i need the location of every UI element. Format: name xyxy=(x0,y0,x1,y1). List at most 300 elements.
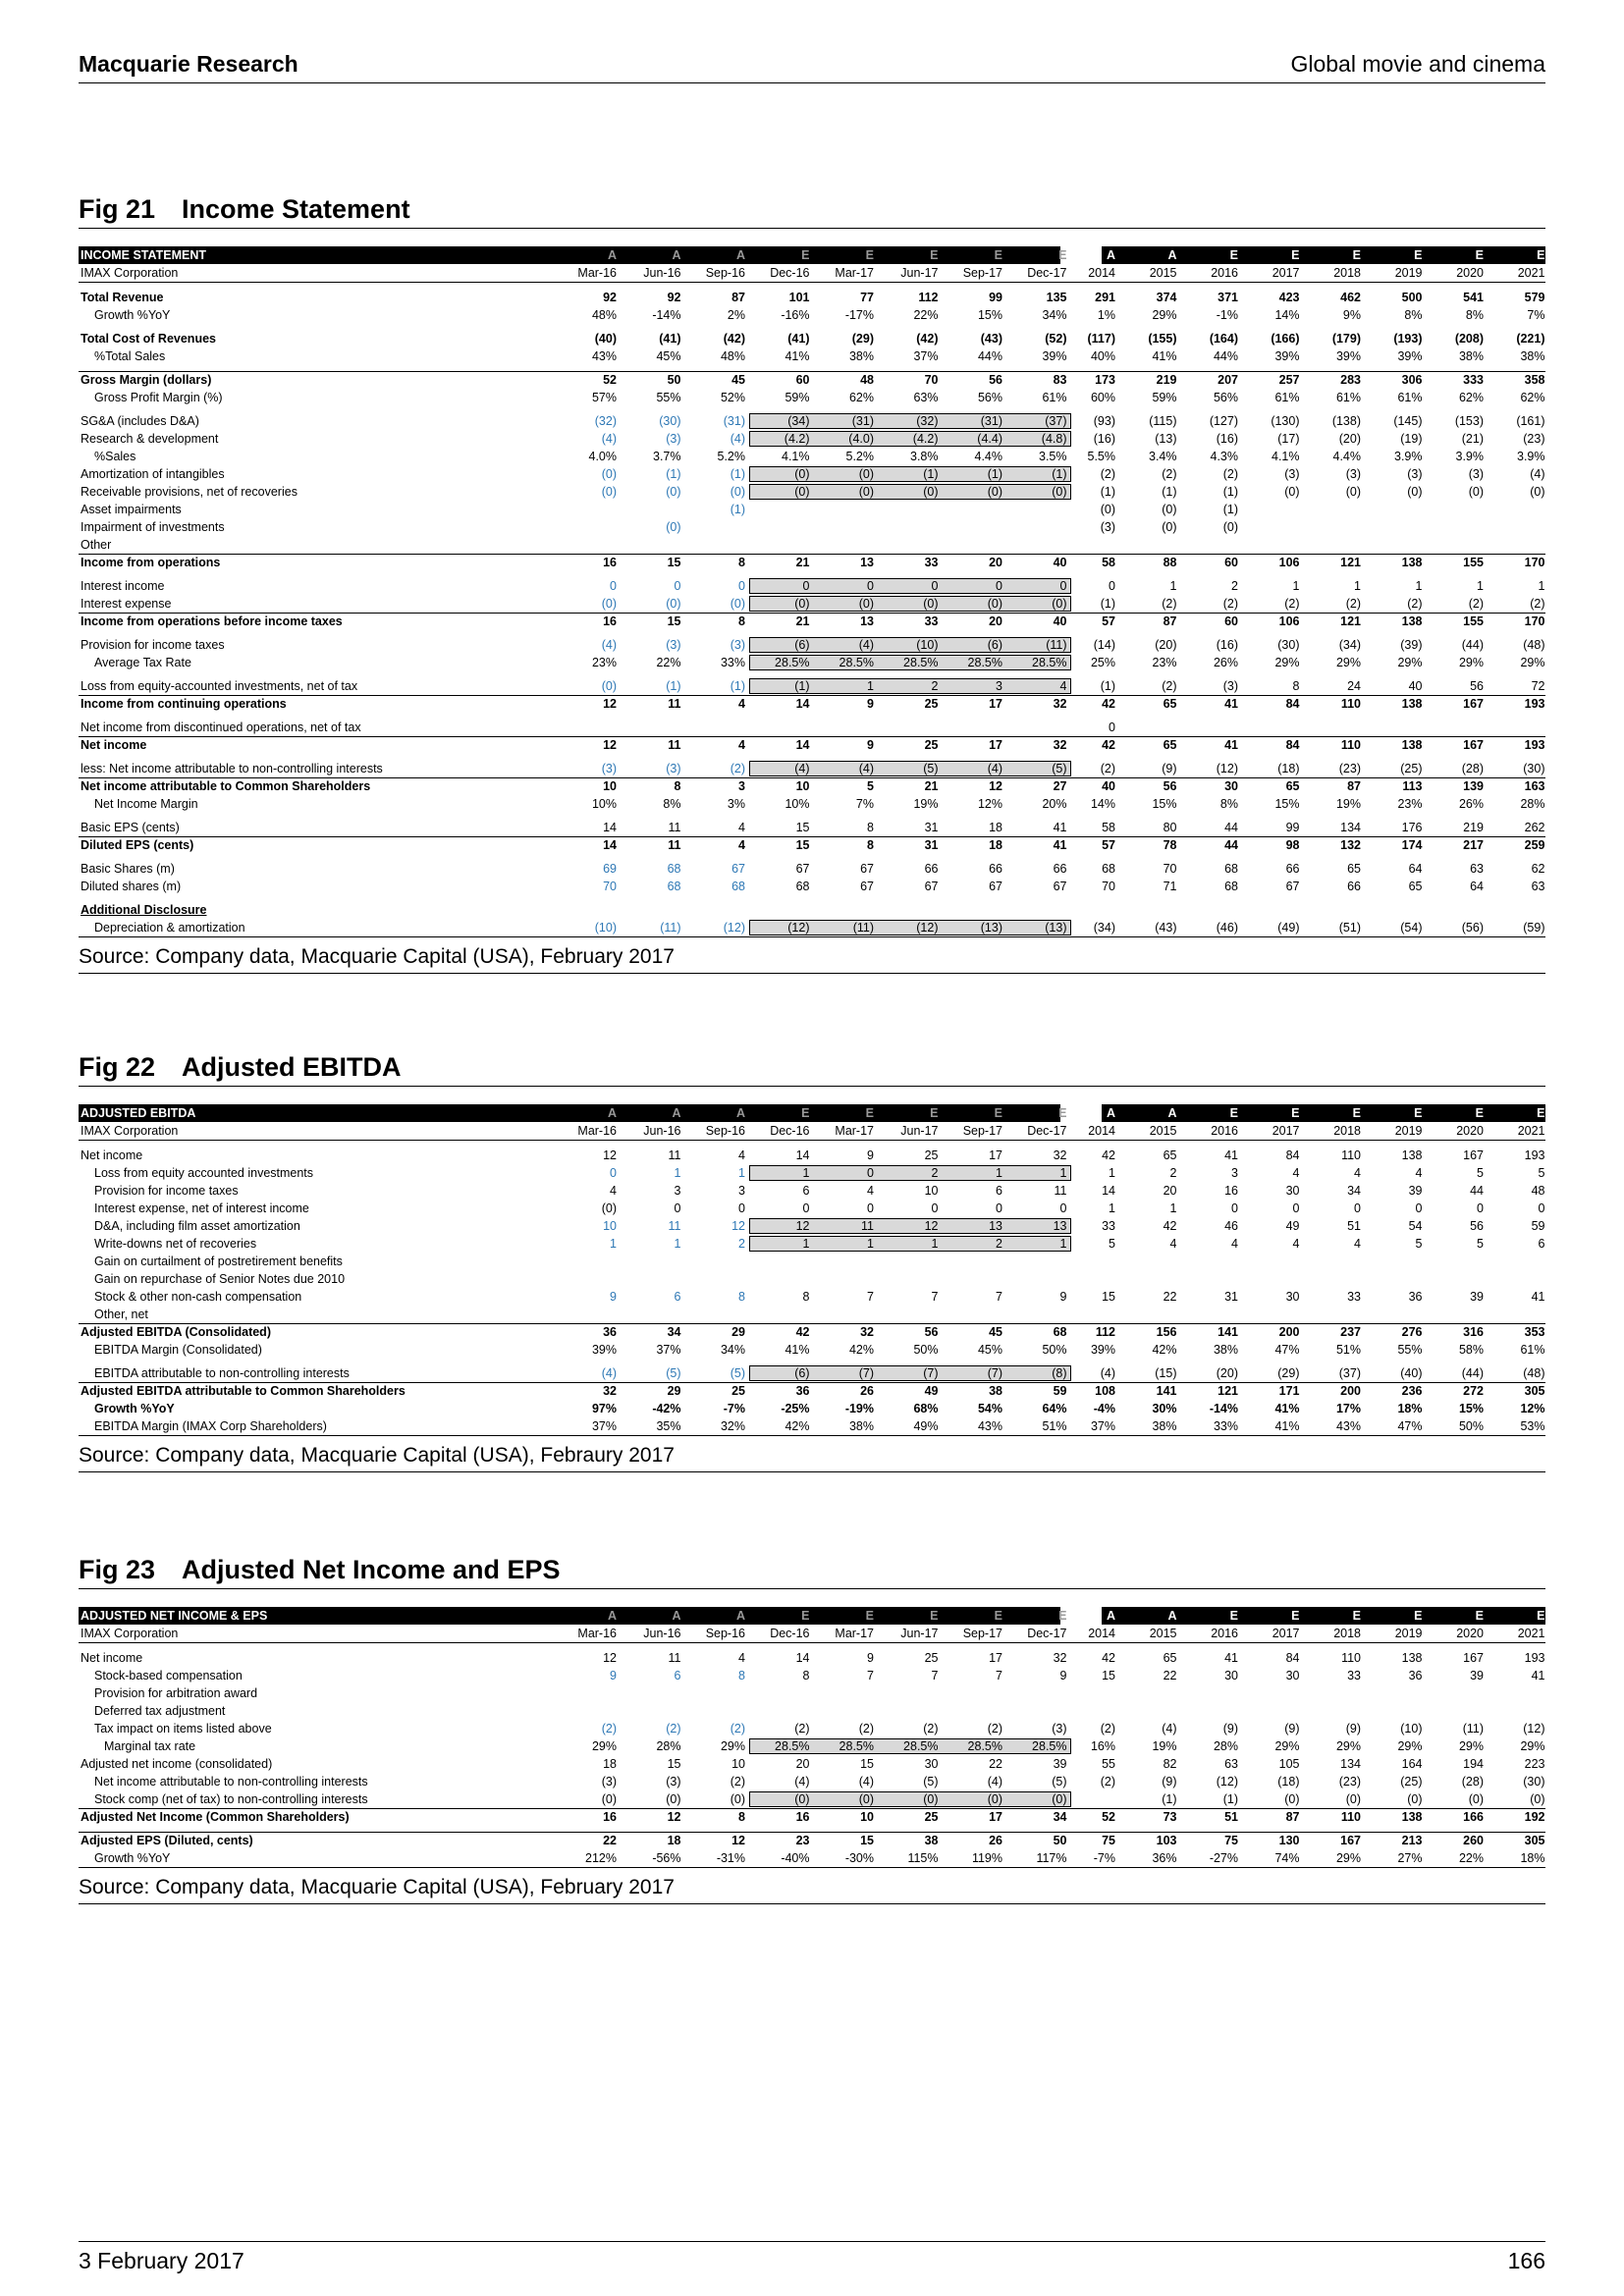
table-cell: 1 xyxy=(1109,1201,1115,1215)
adjusted-net-income-table xyxy=(79,1607,1545,1868)
table-cell: 11 xyxy=(668,697,681,711)
figure-income-statement xyxy=(79,194,1545,974)
table-cell: (28) xyxy=(1461,1775,1484,1789)
table-row xyxy=(79,1270,1545,1288)
table-cell: 106 xyxy=(1278,556,1300,569)
table-cell: (0) xyxy=(1052,1792,1067,1806)
table-cell: 29% xyxy=(1152,308,1177,322)
table-cell: E xyxy=(1475,1106,1484,1120)
table-cell: -1% xyxy=(1216,308,1238,322)
table-cell: (11) xyxy=(852,921,874,934)
figure-number: Fig 23 xyxy=(79,1555,156,1584)
table-cell: 18 xyxy=(667,1834,681,1847)
table-cell: 15% xyxy=(1458,1402,1484,1415)
table-cell: 32% xyxy=(720,1419,745,1433)
table-cell: 3.7% xyxy=(653,450,681,463)
table-cell: 14% xyxy=(1274,308,1300,322)
table-cell: 219 xyxy=(1156,373,1177,387)
table-cell: 49 xyxy=(1285,1219,1300,1233)
table-cell: 57% xyxy=(591,391,617,404)
table-cell: 8 xyxy=(674,779,681,793)
table-cell: (0) xyxy=(1468,485,1484,499)
table-cell: (0) xyxy=(601,1201,617,1215)
table-cell: Jun-17 xyxy=(900,1124,939,1138)
table-cell: 15 xyxy=(667,1757,681,1771)
table-cell: 41 xyxy=(1531,1290,1545,1304)
table-cell: 25 xyxy=(731,1384,745,1398)
table-cell: Mar-16 xyxy=(577,1124,617,1138)
table-cell: 358 xyxy=(1524,373,1545,387)
table-cell: (37) xyxy=(1338,1366,1361,1380)
company-name: IMAX Corporation xyxy=(81,266,179,280)
table-cell: 4 xyxy=(1169,1237,1177,1251)
table-cell: 200 xyxy=(1278,1325,1300,1339)
table-cell: 57 xyxy=(1102,838,1115,852)
table-cell: 9 xyxy=(867,697,874,711)
table-cell: 15% xyxy=(1274,797,1300,811)
table-cell: (0) xyxy=(666,597,681,611)
table-cell: 20 xyxy=(989,614,1002,628)
table-cell: 14 xyxy=(603,821,617,834)
table-cell: 19% xyxy=(1152,1739,1177,1753)
table-cell: 22 xyxy=(1163,1290,1177,1304)
table-cell: (1) xyxy=(730,503,745,516)
table-cell: 194 xyxy=(1463,1757,1484,1771)
table-cell: 237 xyxy=(1340,1325,1361,1339)
table-cell: 1 xyxy=(674,1166,681,1180)
table-cell: (13) xyxy=(980,921,1002,934)
table-cell: 117% xyxy=(1036,1851,1067,1865)
table-cell: 33 xyxy=(924,556,939,569)
table-cell: 2017 xyxy=(1272,1627,1300,1640)
row-label: Income from operations before income taxes xyxy=(81,614,343,628)
table-cell: (34) xyxy=(1338,638,1361,652)
table-cell: 45% xyxy=(656,349,681,363)
table-cell: 78 xyxy=(1163,838,1177,852)
table-cell: 101 xyxy=(788,291,810,304)
table-cell: 43% xyxy=(591,349,617,363)
table-cell: 0 xyxy=(1231,1201,1238,1215)
table-cell: 3 xyxy=(738,779,745,793)
table-cell: 59% xyxy=(785,391,810,404)
figure-heading: Adjusted Net Income and EPS xyxy=(182,1555,561,1584)
table-cell: Dec-17 xyxy=(1027,266,1067,280)
row-label: Gross Profit Margin (%) xyxy=(94,391,223,404)
table-cell: (16) xyxy=(1216,638,1238,652)
table-cell: 58 xyxy=(1102,821,1115,834)
table-cell: 4 xyxy=(1415,1166,1423,1180)
table-cell: 72 xyxy=(1531,679,1545,693)
table-cell: 15 xyxy=(795,838,810,852)
table-cell: 167 xyxy=(1463,697,1484,711)
table-cell: (117) xyxy=(1087,332,1115,346)
row-label: Loss from equity accounted investments xyxy=(94,1166,314,1180)
row-label: Amortization of intangibles xyxy=(81,467,225,481)
table-cell: 9 xyxy=(1059,1669,1067,1682)
table-cell: 132 xyxy=(1340,838,1361,852)
table-cell: 11 xyxy=(668,738,681,752)
table-cell: 55 xyxy=(1102,1757,1115,1771)
table-cell: 29 xyxy=(667,1384,681,1398)
table-cell: 176 xyxy=(1401,821,1423,834)
table-cell: (0) xyxy=(794,1792,810,1806)
table-cell: Mar-17 xyxy=(835,266,874,280)
table-cell: 15 xyxy=(860,1834,874,1847)
table-cell: 30 xyxy=(1285,1184,1300,1198)
table-cell: 32 xyxy=(603,1384,617,1398)
table-row xyxy=(79,330,1545,347)
table-cell: Jun-17 xyxy=(900,266,939,280)
table-cell: (0) xyxy=(601,485,617,499)
table-cell: (20) xyxy=(1155,638,1177,652)
table-cell: (5) xyxy=(923,762,939,775)
table-cell: 28.5% xyxy=(1032,656,1067,669)
table-cell: 51% xyxy=(1042,1419,1067,1433)
row-label: Growth %YoY xyxy=(94,1851,171,1865)
table-cell: (0) xyxy=(730,485,745,499)
table-cell: (11) xyxy=(1462,1722,1484,1735)
table-cell: (1) xyxy=(1222,1792,1238,1806)
table-cell: (48) xyxy=(1523,638,1545,652)
figure-source: Source: Company data, Macquarie Capital (USA), February 2017 xyxy=(79,1872,1545,1904)
table-cell: 5.2% xyxy=(717,450,745,463)
table-cell: 39 xyxy=(1408,1184,1423,1198)
table-cell: 44% xyxy=(1213,349,1238,363)
table-cell: (2) xyxy=(1162,679,1177,693)
table-cell: 56 xyxy=(1163,779,1177,793)
table-cell: 11 xyxy=(668,1219,681,1233)
table-cell: 2015 xyxy=(1149,1124,1177,1138)
table-cell: 59 xyxy=(1053,1384,1067,1398)
table-cell: 3.9% xyxy=(1455,450,1484,463)
table-cell: 38% xyxy=(1213,1343,1238,1357)
table-header-row xyxy=(79,1607,1545,1625)
table-cell: -4% xyxy=(1093,1402,1115,1415)
table-cell: 33 xyxy=(1102,1219,1115,1233)
table-cell: E xyxy=(1229,248,1238,262)
table-cell: (52) xyxy=(1045,332,1067,346)
table-cell: 74% xyxy=(1274,1851,1300,1865)
row-label: Impairment of investments xyxy=(81,520,225,534)
row-label: Other xyxy=(81,538,112,552)
table-cell: (43) xyxy=(1155,921,1177,934)
table-row xyxy=(79,1755,1545,1773)
table-cell: A xyxy=(1106,1609,1115,1623)
table-cell: (56) xyxy=(1461,921,1484,934)
table-cell: (54) xyxy=(1400,921,1423,934)
table-cell: 1 xyxy=(1477,579,1484,593)
table-cell: Dec-17 xyxy=(1027,1627,1067,1640)
table-cell: (28) xyxy=(1461,762,1484,775)
table-cell: 2 xyxy=(931,1166,939,1180)
table-cell: 42% xyxy=(1152,1343,1177,1357)
table-cell: 30 xyxy=(1285,1669,1300,1682)
table-cell: 61% xyxy=(1274,391,1300,404)
table-cell: (2) xyxy=(601,1722,617,1735)
table-cell: (0) xyxy=(601,679,617,693)
table-cell: (0) xyxy=(730,1792,745,1806)
table-cell: 28% xyxy=(1520,797,1545,811)
table-cell: (11) xyxy=(1046,638,1067,652)
table-cell: (31) xyxy=(723,414,745,428)
table-cell: (13) xyxy=(1155,432,1177,446)
table-cell: Sep-16 xyxy=(705,1124,745,1138)
table-row xyxy=(79,654,1545,671)
table-cell: (4) xyxy=(601,638,617,652)
table-cell: 48% xyxy=(720,349,745,363)
table-cell: 53% xyxy=(1520,1419,1545,1433)
table-cell: (17) xyxy=(1277,432,1300,446)
table-cell: (2) xyxy=(1530,597,1545,611)
table-cell: (2) xyxy=(1284,597,1300,611)
table-cell: 4 xyxy=(738,1651,745,1665)
table-cell: (6) xyxy=(794,638,810,652)
row-label: Research & development xyxy=(81,432,219,446)
table-cell: (43) xyxy=(980,332,1002,346)
table-cell: E xyxy=(1229,1106,1238,1120)
table-cell: (4) xyxy=(1100,1366,1115,1380)
table-cell: (30) xyxy=(1523,762,1545,775)
table-row xyxy=(79,677,1545,695)
table-cell: 1 xyxy=(1059,1237,1067,1251)
table-row xyxy=(79,536,1545,554)
table-cell: (0) xyxy=(987,597,1002,611)
table-cell: 2018 xyxy=(1333,1124,1361,1138)
table-cell: 2% xyxy=(727,308,745,322)
table-cell: (42) xyxy=(723,332,745,346)
table-cell: (1) xyxy=(730,679,745,693)
table-row xyxy=(79,719,1545,736)
table-cell: (0) xyxy=(666,1792,681,1806)
table-cell: 25 xyxy=(924,1148,939,1162)
table-cell: (2) xyxy=(923,1722,939,1735)
table-cell: A xyxy=(607,1106,617,1120)
table-cell: 0 xyxy=(1059,1201,1067,1215)
table-cell: 62 xyxy=(1531,862,1545,876)
table-cell: (44) xyxy=(1461,638,1484,652)
row-label: Diluted EPS (cents) xyxy=(81,838,194,852)
table-cell: 4 xyxy=(1354,1237,1361,1251)
table-cell: (0) xyxy=(1530,485,1545,499)
table-cell: 0 xyxy=(1538,1201,1545,1215)
table-cell: E xyxy=(801,1106,810,1120)
table-cell: 68 xyxy=(1224,862,1238,876)
table-cell: 28.5% xyxy=(903,1739,939,1753)
table-cell: 0 xyxy=(610,579,617,593)
table-cell: 166 xyxy=(1463,1810,1484,1824)
table-cell: 45 xyxy=(731,373,745,387)
table-cell: (1) xyxy=(1222,503,1238,516)
table-cell: (18) xyxy=(1277,762,1300,775)
table-cell: 60 xyxy=(795,373,810,387)
table-cell: 4 xyxy=(738,1148,745,1162)
table-cell: 6 xyxy=(802,1184,810,1198)
table-cell: 59% xyxy=(1152,391,1177,404)
table-cell: 29% xyxy=(1397,656,1423,669)
table-cell: 84 xyxy=(1285,697,1300,711)
table-cell: 155 xyxy=(1463,614,1484,628)
table-cell: 11 xyxy=(1054,1184,1067,1198)
table-cell: 28.5% xyxy=(839,1739,874,1753)
table-row xyxy=(79,1306,1545,1323)
table-cell: (161) xyxy=(1516,414,1545,428)
table-cell: 68 xyxy=(1102,862,1115,876)
figure-source: Source: Company data, Macquarie Capital (USA), Febraury 2017 xyxy=(79,1440,1545,1472)
table-cell: E xyxy=(930,1106,939,1120)
table-cell: 0 xyxy=(867,1201,874,1215)
table-cell: 167 xyxy=(1463,1148,1484,1162)
table-row xyxy=(79,306,1545,324)
table-cell: 67 xyxy=(731,862,745,876)
table-cell: 39% xyxy=(591,1343,617,1357)
table-cell: 121 xyxy=(1340,614,1361,628)
page-footer xyxy=(79,2241,1545,2275)
table-cell: 65 xyxy=(1163,1148,1177,1162)
table-cell: 25 xyxy=(924,738,939,752)
row-label: EBITDA attributable to non-controlling interests xyxy=(94,1366,350,1380)
table-cell: 113 xyxy=(1402,779,1423,793)
table-cell: E xyxy=(1414,248,1423,262)
table-cell: 0 xyxy=(867,1166,874,1180)
table-cell: (1) xyxy=(1162,1792,1177,1806)
table-cell: 46 xyxy=(1224,1219,1238,1233)
table-cell: (9) xyxy=(1284,1722,1300,1735)
table-cell: E xyxy=(1537,248,1545,262)
table-cell: 39% xyxy=(1397,349,1423,363)
table-cell: (0) xyxy=(1345,485,1361,499)
table-cell: 26% xyxy=(1458,797,1484,811)
table-cell: 4 xyxy=(738,738,745,752)
table-cell: 12 xyxy=(989,779,1002,793)
table-title: ADJUSTED NET INCOME & EPS xyxy=(81,1609,268,1623)
table-cell: 1 xyxy=(996,1166,1002,1180)
table-cell: 167 xyxy=(1463,738,1484,752)
table-cell: (0) xyxy=(923,597,939,611)
row-label: Diluted shares (m) xyxy=(81,880,182,893)
table-cell: Jun-16 xyxy=(643,1627,681,1640)
table-cell: (1) xyxy=(987,467,1002,481)
table-cell: -14% xyxy=(652,308,681,322)
table-cell: 38% xyxy=(1152,1419,1177,1433)
table-cell: 61% xyxy=(1397,391,1423,404)
table-cell: E xyxy=(994,1106,1002,1120)
table-cell: 13 xyxy=(860,614,874,628)
table-cell: 2014 xyxy=(1088,1124,1115,1138)
table-cell: (1) xyxy=(923,467,939,481)
table-cell: (3) xyxy=(730,638,745,652)
table-cell: 1% xyxy=(1097,308,1115,322)
table-row xyxy=(79,1382,1545,1400)
table-row xyxy=(79,613,1545,630)
row-label: Interest expense, net of interest income xyxy=(94,1201,309,1215)
table-cell: (10) xyxy=(1400,1722,1423,1735)
table-cell: 276 xyxy=(1401,1325,1423,1339)
row-label: Asset impairments xyxy=(81,503,182,516)
table-cell: 138 xyxy=(1401,697,1423,711)
table-cell: 32 xyxy=(1053,697,1067,711)
table-row xyxy=(79,1288,1545,1306)
table-cell: A xyxy=(672,1609,681,1623)
table-cell: 65 xyxy=(1408,880,1423,893)
table-cell: 47% xyxy=(1397,1419,1423,1433)
table-cell: 34 xyxy=(1053,1810,1067,1824)
table-cell: 333 xyxy=(1463,373,1484,387)
table-cell: 75 xyxy=(1224,1834,1238,1847)
table-cell: (20) xyxy=(1338,432,1361,446)
table-cell: 2 xyxy=(1169,1166,1177,1180)
table-cell: 9 xyxy=(1059,1290,1067,1304)
table-cell: 58% xyxy=(1458,1343,1484,1357)
table-cell: Sep-17 xyxy=(962,1124,1002,1138)
table-cell: 39% xyxy=(1090,1343,1115,1357)
table-row xyxy=(79,595,1545,613)
table-cell: (34) xyxy=(1093,921,1115,934)
table-cell: 141 xyxy=(1156,1384,1177,1398)
table-cell: 37% xyxy=(1090,1419,1115,1433)
table-cell: 10% xyxy=(785,797,810,811)
table-cell: (12) xyxy=(1523,1722,1545,1735)
table-cell: 80 xyxy=(1163,821,1177,834)
table-cell: 29 xyxy=(731,1325,745,1339)
table-cell: (3) xyxy=(1284,467,1300,481)
table-cell: (12) xyxy=(787,921,810,934)
table-cell: 40 xyxy=(1102,779,1115,793)
table-cell: (3) xyxy=(1407,467,1423,481)
row-label: Additional Disclosure xyxy=(81,903,207,917)
table-cell: (130) xyxy=(1271,414,1300,428)
table-cell: (0) xyxy=(601,1792,617,1806)
table-cell: 37% xyxy=(656,1343,681,1357)
table-cell: 66 xyxy=(1347,880,1361,893)
table-cell: 0 xyxy=(738,1201,745,1215)
row-label: Adjusted EPS (Diluted, cents) xyxy=(81,1834,253,1847)
table-cell: 29% xyxy=(591,1739,617,1753)
table-cell: 2021 xyxy=(1517,266,1545,280)
figure-title xyxy=(79,1052,1545,1087)
table-title: ADJUSTED EBITDA xyxy=(81,1106,196,1120)
table-cell: 3 xyxy=(738,1184,745,1198)
table-cell: (0) xyxy=(1052,485,1067,499)
table-cell: E xyxy=(1291,1609,1300,1623)
table-cell: (0) xyxy=(730,597,745,611)
table-row xyxy=(79,389,1545,406)
table-cell: 40 xyxy=(1053,556,1067,569)
table-cell: 40 xyxy=(1408,679,1423,693)
table-cell: 0 xyxy=(802,579,810,593)
table-cell: 2017 xyxy=(1272,266,1300,280)
table-cell: (10) xyxy=(594,921,617,934)
table-cell: 2020 xyxy=(1456,266,1484,280)
table-cell: E xyxy=(1058,1609,1067,1623)
table-cell: 170 xyxy=(1524,614,1545,628)
table-cell: (9) xyxy=(1345,1722,1361,1735)
table-cell: 32 xyxy=(1053,1651,1067,1665)
table-cell: 52 xyxy=(1102,1810,1115,1824)
table-cell: 4.1% xyxy=(782,450,810,463)
table-cell: 29% xyxy=(720,1739,745,1753)
table-cell: 4 xyxy=(610,1184,617,1198)
table-cell: 9 xyxy=(610,1669,617,1682)
table-row xyxy=(79,1341,1545,1359)
table-cell: 56% xyxy=(977,391,1002,404)
table-cell: E xyxy=(1352,248,1361,262)
table-cell: 66 xyxy=(924,862,939,876)
table-cell: 30% xyxy=(1152,1402,1177,1415)
row-label: Income from operations xyxy=(81,556,221,569)
table-cell: (9) xyxy=(1162,762,1177,775)
row-label: Stock & other non-cash compensation xyxy=(94,1290,302,1304)
table-cell: 0 xyxy=(1292,1201,1300,1215)
